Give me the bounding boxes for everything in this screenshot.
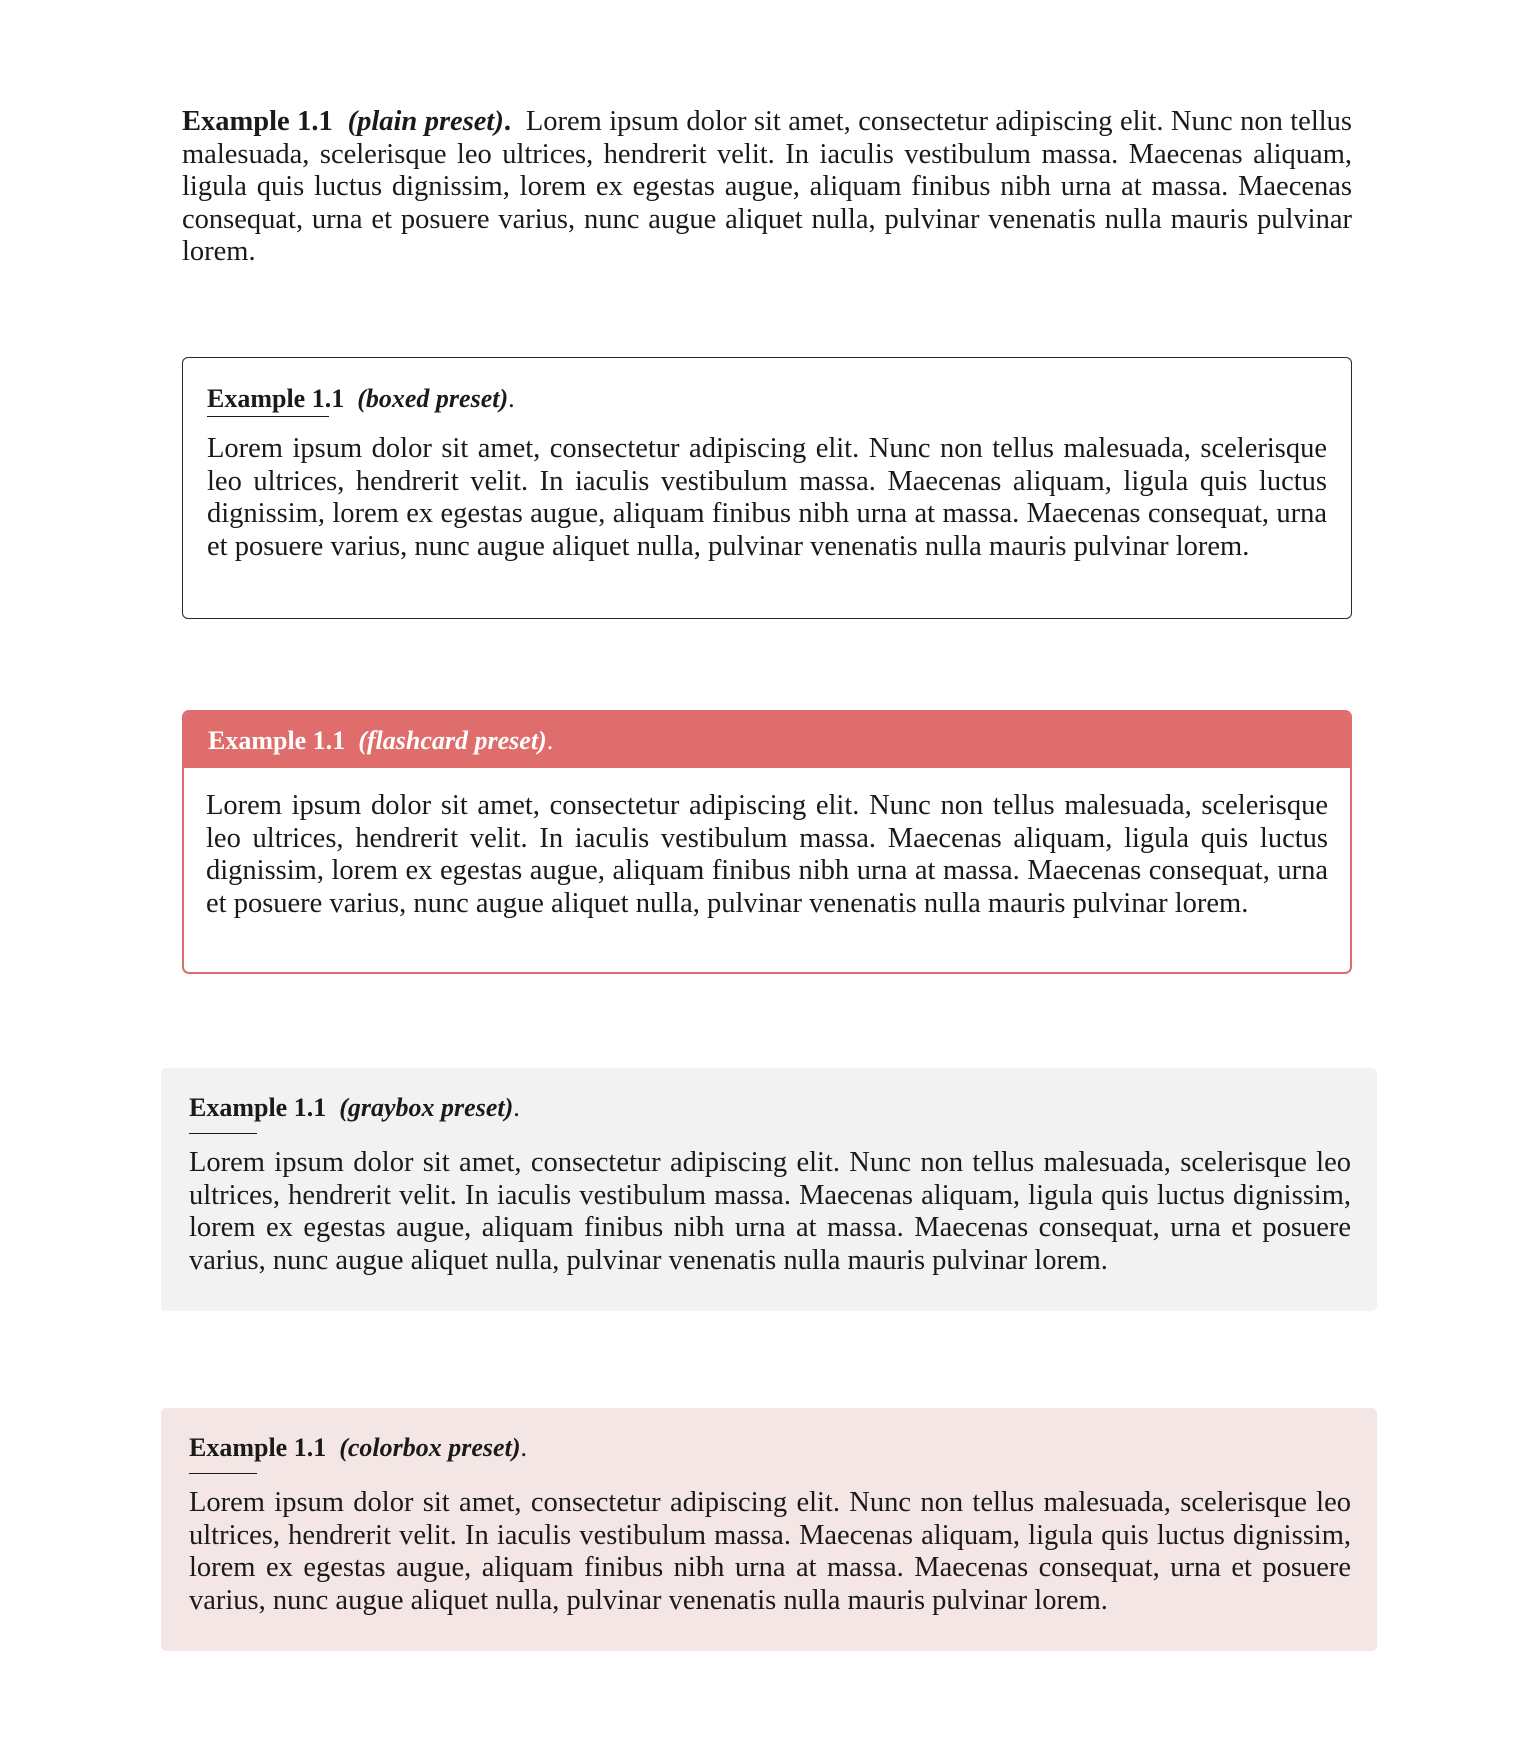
example-flashcard-number: Example 1.1 xyxy=(208,726,346,755)
example-boxed-title: Example 1.1 (boxed preset). xyxy=(207,384,515,413)
example-colorbox-title: Example 1.1 (colorbox preset). xyxy=(189,1433,527,1462)
example-plain-preset xyxy=(182,106,1352,269)
example-boxed-title-underline xyxy=(207,416,329,417)
example-boxed-preset xyxy=(182,357,1352,619)
example-flashcard-header xyxy=(184,712,1350,768)
example-colorbox-preset xyxy=(161,1408,1377,1651)
example-graybox-preset xyxy=(161,1068,1377,1311)
example-graybox-name: (graybox preset) xyxy=(339,1093,514,1122)
example-flashcard-title: Example 1.1 (flashcard preset). xyxy=(208,726,554,755)
example-colorbox-title-rule xyxy=(189,1473,257,1474)
example-flashcard-preset xyxy=(182,710,1352,974)
example-boxed-name: (boxed preset) xyxy=(357,384,509,413)
example-plain-paragraph: Example 1.1 (plain preset). Lorem ipsum dolor sit amet, consectetur adipiscing elit. Nunc non tellus malesuada, scelerisque leo ultrices, hendrerit velit. In iaculis vestibulum massa. Maecenas aliquam, ligula quis luctus dignissim, lorem ex egestas augue, aliquam finibus nibh urna at massa. Maecenas consequat, urna et posuere varius, nunc augue aliquet nulla, pulvinar venenatis nulla mauris pulvinar lorem. xyxy=(182,106,1353,267)
example-plain-body: Lorem ipsum dolor sit amet, consectetur adipiscing elit. Nunc non tellus malesuada, scelerisque leo ultrices, hendrerit velit. In iaculis vestibulum massa. Maecenas aliquam, ligula quis luctus dignissim, lorem ex egestas augue, aliquam finibus nibh urna at massa. Maecenas consequat, urna et posuere varius, nunc augue aliquet nulla, pulvinar venenatis nulla mauris pulvinar lorem. xyxy=(182,106,1353,267)
example-colorbox-body: Lorem ipsum dolor sit amet, consectetur adipiscing elit. Nunc non tellus malesuada, scelerisque leo ultrices, hendrerit velit. In iaculis vestibulum massa. Maecenas aliquam, ligula quis luctus dignissim, lorem ex egestas augue, aliquam finibus nibh urna at massa. Maecenas consequat, urna et posuere varius, nunc augue aliquet nulla, pulvinar venenatis nulla mauris pulvinar lorem. xyxy=(189,1487,1351,1616)
example-graybox-title: Example 1.1 (graybox preset). xyxy=(189,1093,520,1122)
example-colorbox-number: Example 1.1 xyxy=(189,1433,327,1462)
example-graybox-number: Example 1.1 xyxy=(189,1093,327,1122)
example-graybox-title-rule xyxy=(189,1133,257,1134)
example-flashcard-body: Lorem ipsum dolor sit amet, consectetur adipiscing elit. Nunc non tellus malesuada, scelerisque leo ultrices, hendrerit velit. In iaculis vestibulum massa. Maecenas aliquam, ligula quis luctus dignissim, lorem ex egestas augue, aliquam finibus nibh urna at massa. Maecenas consequat, urna et posuere varius, nunc augue aliquet nulla, pulvinar venenatis nulla mauris pulvinar lorem. xyxy=(206,790,1328,919)
example-boxed-number: Example 1.1 xyxy=(207,384,345,413)
example-graybox-body: Lorem ipsum dolor sit amet, consectetur adipiscing elit. Nunc non tellus malesuada, scelerisque leo ultrices, hendrerit velit. In iaculis vestibulum massa. Maecenas aliquam, ligula quis luctus dignissim, lorem ex egestas augue, aliquam finibus nibh urna at massa. Maecenas consequat, urna et posuere varius, nunc augue aliquet nulla, pulvinar venenatis nulla mauris pulvinar lorem. xyxy=(189,1147,1351,1276)
example-flashcard-content xyxy=(184,768,1350,920)
example-flashcard-name: (flashcard preset) xyxy=(358,726,547,755)
example-plain-number: Example 1.1 xyxy=(182,106,333,137)
example-colorbox-name: (colorbox preset) xyxy=(339,1433,521,1462)
example-plain-name: (plain preset) xyxy=(347,106,504,137)
example-boxed-body: Lorem ipsum dolor sit amet, consectetur adipiscing elit. Nunc non tellus malesuada, scelerisque leo ultrices, hendrerit velit. In iaculis vestibulum massa. Maecenas aliquam, ligula quis luctus dignissim, lorem ex egestas augue, aliquam finibus nibh urna at massa. Maecenas consequat, urna et posuere varius, nunc augue aliquet nulla, pulvinar venenatis nulla mauris pulvinar lorem. xyxy=(207,433,1327,562)
